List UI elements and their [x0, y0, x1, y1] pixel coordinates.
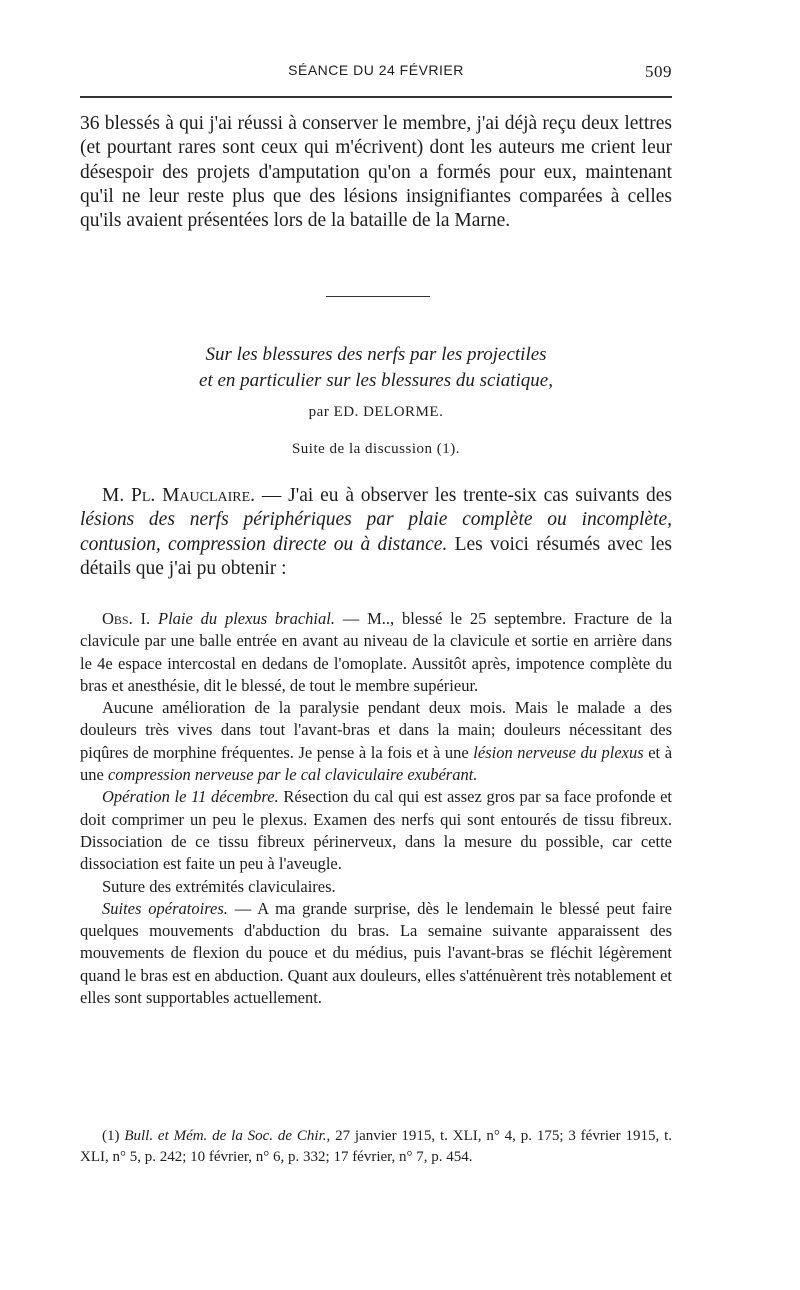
observation-block — [80, 608, 672, 1009]
suites-paragraph — [80, 898, 672, 1009]
opening-paragraph-block — [80, 484, 672, 581]
opening-text-start: — J'ai eu à observer les trente-six cas suivants des — [255, 485, 672, 506]
operation-text: Résection du cal qui est assez gros par sa face profonde et doit comprimer un peu le plexus. Examen des nerfs qui sont entourés de tissu fibreux. Dissociation de ce tissu fibreux périnerveux, dans la mesure du possible, car cette dissociation est faite un peu à l'aveugle. — [80, 787, 672, 874]
paralysis-paragraph — [80, 697, 672, 786]
intro-paragraph: 36 blessés à qui j'ai réussi à conserver le membre, j'ai déjà reçu deux lettres (et pourtant rares sont ceux qui m'écrivent) dont les auteurs me crient leur désespoir des projets d'amputation qu'on a formés pour eux, maintenant qu'il ne leur reste plus que des lésions insignifiantes comparées à celles qu'ils avaient présentées lors de la bataille de la Marne. — [80, 113, 672, 232]
observation-1-paragraph — [80, 608, 672, 697]
suites-text: — A ma grande surprise, dès le lendemain le blessé peut faire quelques mouvements d'abduction du bras. La semaine suivante apparaissent des mouvements de flexion du pouce et du médius, puis l'avant-bras se fléchit légèrement quand le bras est en abduction. Quant aux douleurs, elles s'atténuèrent très notablement et elles sont supportables actuellement. — [80, 898, 672, 1008]
paralysis-italic-2: compression nerveuse par le cal claviculaire exubérant. — [107, 765, 478, 785]
observation-label: Obs. I. — [102, 609, 151, 628]
running-title: SÉANCE DU 24 FÉVRIER — [288, 62, 464, 78]
section-separator — [326, 296, 430, 297]
discussion-continuation: Suite de la discussion (1). — [291, 441, 461, 457]
opening-italic-text: lésions des nerfs périphériques par plaie complète ou incomplète, contusion, compression directe ou à distance. — [80, 509, 672, 555]
paralysis-text-mid: et à une — [80, 742, 673, 785]
speaker-name: M. Pl. Mauclaire. — [102, 485, 256, 506]
operation-label: Opération le 11 décembre. — [102, 787, 279, 807]
operation-paragraph — [80, 786, 672, 875]
footnote — [80, 1126, 672, 1168]
running-head — [80, 62, 672, 84]
paralysis-italic-1: lésion nerveuse du plexus — [473, 742, 644, 762]
footnote-text: , 27 janvier 1915, t. XLI, n° 4, p. 175; 3 février 1915, t. XLI, n° 5, p. 242; 10 février, n° 6, p. 332; 17 février, n° 7, p. 454. — [80, 1128, 672, 1165]
footnote-number: (1) — [102, 1128, 125, 1144]
intro-paragraph-block — [80, 112, 672, 233]
suites-label: Suites opératoires. — [102, 898, 228, 918]
footnote-block — [80, 1126, 672, 1168]
article-byline: par ED. DELORME. — [308, 404, 444, 420]
suture-paragraph: Suture des extrémités claviculaires. — [102, 876, 336, 896]
opening-paragraph — [80, 484, 672, 581]
paralysis-text: Aucune amélioration de la paralysie pendant deux mois. Mais le malade a des douleurs très vives dans tout l'avant-bras et dans la main; douleurs nécessitant des piqûres de morphine fréquentes. Je pense à la fois et à une — [80, 698, 672, 762]
header-rule — [80, 96, 672, 98]
page-number: 509 — [645, 62, 672, 81]
opening-text-end: Les voici résumés avec les détails que j'ai pu obtenir : — [80, 533, 672, 579]
observation-title: Plaie du plexus brachial. — [158, 609, 335, 628]
observation-text: — M.., blessé le 25 septembre. Fracture de la clavicule par une balle entrée en avant au niveau de la clavicule et sortie en arrière dans le 4e espace intercostal en dedans de l'omoplate. Aussitôt après, impotence complète du bras et anesthésie, dit le blessé, de tout le membre supérieur. — [80, 609, 673, 695]
article-title-line-2: et en particulier sur les blessures du sciatique, — [199, 370, 553, 391]
footnote-journal: Bull. et Mém. de la Soc. de Chir. — [124, 1128, 327, 1144]
article-title-line-1: Sur les blessures des nerfs par les projectiles — [205, 344, 547, 365]
